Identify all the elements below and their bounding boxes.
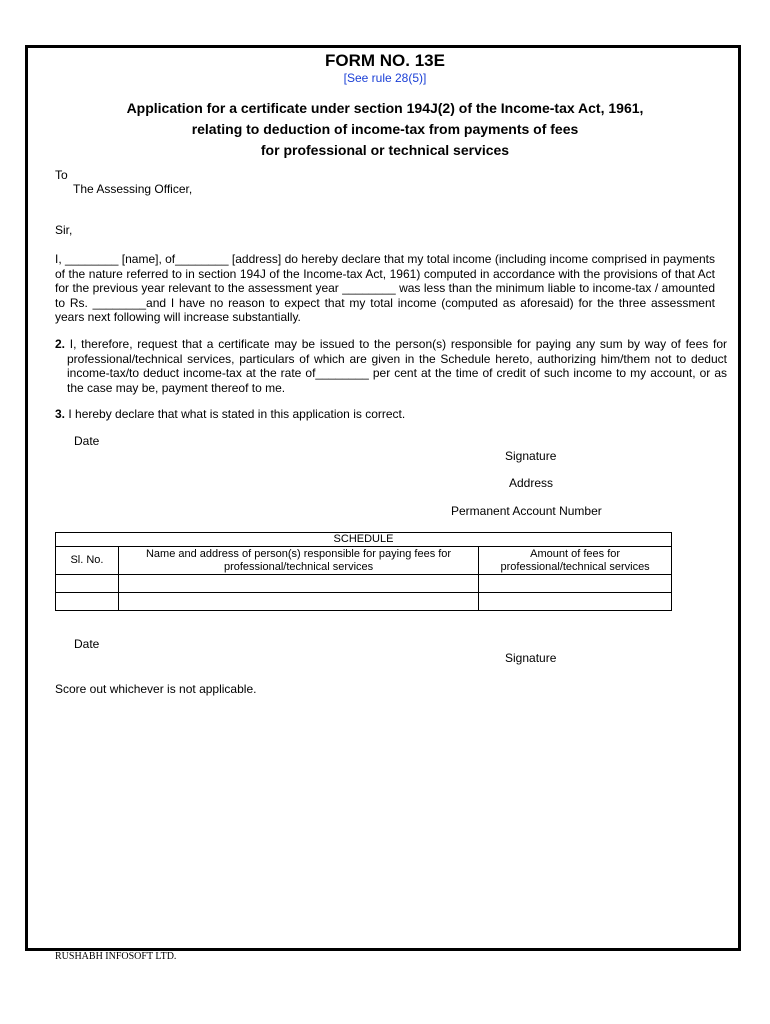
pan-label: Permanent Account Number <box>451 504 602 518</box>
to-label: To <box>55 168 68 182</box>
schedule-title: SCHEDULE <box>56 533 672 547</box>
heading-line-2: relating to deduction of income-tax from payments of fees <box>191 121 579 137</box>
schedule-table <box>55 532 672 611</box>
note-text: Score out whichever is not applicable. <box>55 682 257 696</box>
table-row <box>56 593 672 611</box>
heading-line-1: Application for a certificate under section 194J(2) of the Income-tax Act, 1961, <box>126 100 644 116</box>
form-border <box>25 45 741 951</box>
rule-reference: [See rule 28(5)] <box>343 71 427 85</box>
col-header-sl-no: Sl. No. <box>56 547 119 575</box>
signature-label: Signature <box>505 449 557 463</box>
col-header-amount: Amount of fees for professional/technical services <box>479 547 672 575</box>
date-label-2: Date <box>74 637 100 651</box>
declaration-paragraph-3 <box>55 407 715 422</box>
para3-text: I hereby declare that what is stated in this application is correct. <box>68 407 406 421</box>
table-cell[interactable] <box>56 575 119 593</box>
table-cell[interactable] <box>118 593 478 611</box>
date-label: Date <box>74 434 100 448</box>
address-label: Address <box>509 476 554 490</box>
signature-label-2: Signature <box>505 651 557 665</box>
para3-number: 3. <box>55 407 66 421</box>
footer-company: RUSHABH INFOSOFT LTD. <box>55 951 177 962</box>
table-row <box>56 575 672 593</box>
col-header-name-address: Name and address of person(s) responsible for paying fees for professional/technical services <box>118 547 478 575</box>
table-cell[interactable] <box>118 575 478 593</box>
para2-text: I, therefore, request that a certificate may be issued to the person(s) responsible for paying any sum by way of fees for professional/technical services, particulars of which are given in the Schedule hereto, authorizing him/them not to deduct income-tax/to deduct income-tax at the rate of________ per cent at the time of credit of such income to my account, or as the case may be, payment thereof to me. <box>67 337 727 395</box>
heading-line-3: for professional or technical services <box>260 142 510 158</box>
form-heading <box>60 98 710 161</box>
table-cell[interactable] <box>479 575 672 593</box>
table-cell[interactable] <box>479 593 672 611</box>
form-title: FORM NO. 13E <box>325 51 445 70</box>
addressee: The Assessing Officer, <box>73 182 193 196</box>
salutation: Sir, <box>55 223 73 237</box>
para2-number: 2. <box>55 337 66 351</box>
declaration-paragraph-1: I, ________ [name], of________ [address] do hereby declare that my total income (including income comprised in payments of the nature referred to in section 194J of the Income-tax Act, 1961) computed in accordance with the provisions of that Act for the previous year relevant to the assessment year ________ was less than the minimum liable to income-tax / amounted to Rs. ________and I have no reason to expect that my total income (computed as aforesaid) for the three assessment years next following will increase substantially. <box>55 252 715 324</box>
declaration-paragraph-2 <box>55 337 727 395</box>
table-cell[interactable] <box>56 593 119 611</box>
